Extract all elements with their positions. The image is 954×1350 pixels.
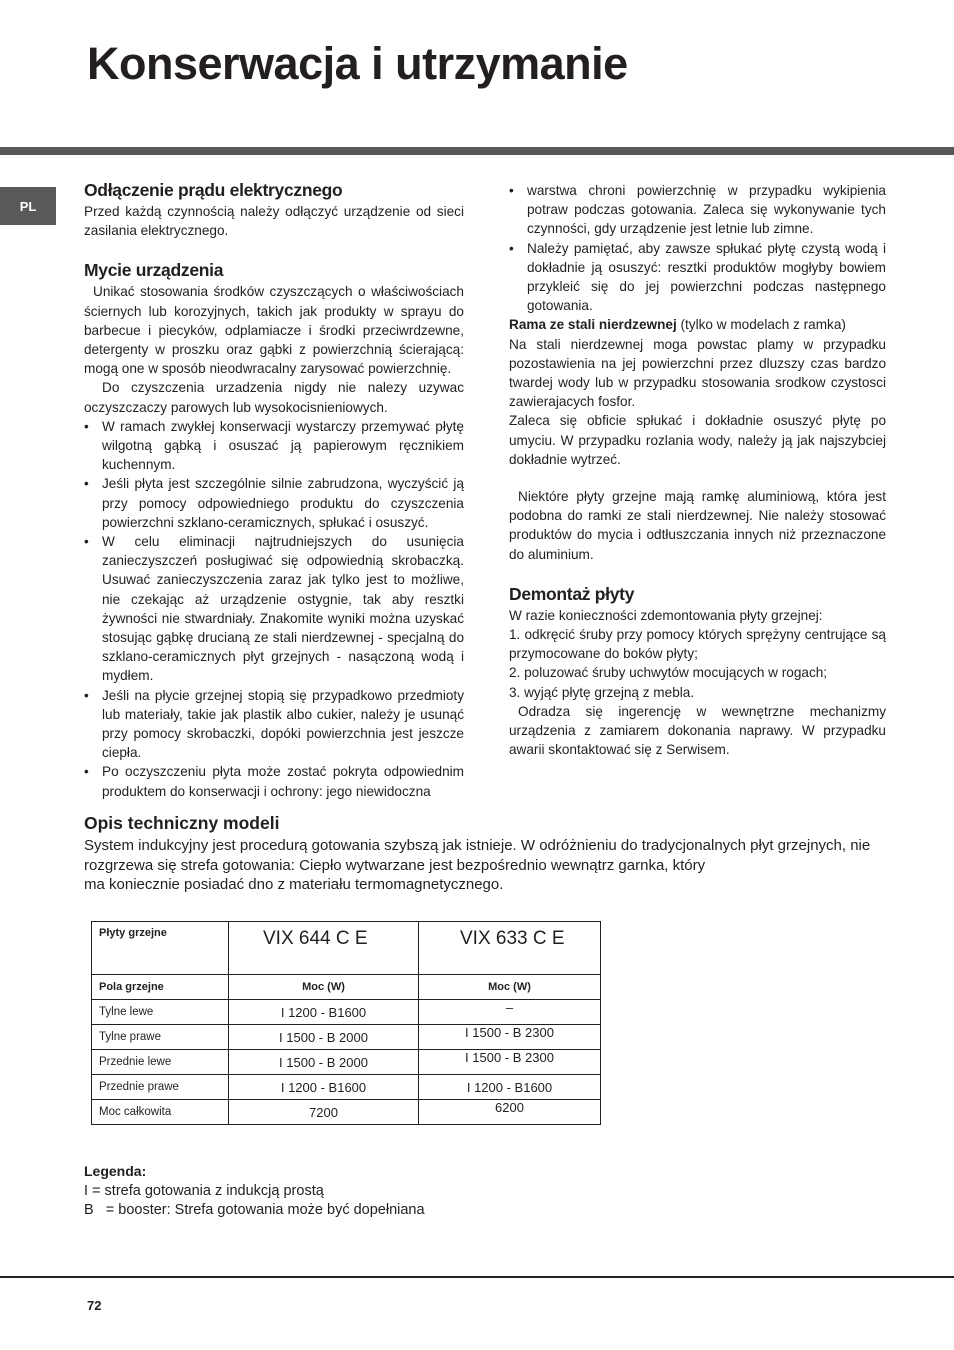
list-item: • Należy pamiętać, aby zawsze spłukać płytę czystą wodą i dokładnie ją osuszyć: resztki produktów mogłyby bowiem przykleić się do jej powierzchni podczas następnego gotowania. bbox=[509, 239, 886, 316]
tech-line-3: ma koniecznie posiadać dno z materiału termomagnetycznego. bbox=[84, 876, 504, 893]
unit-2: Moc (W) bbox=[419, 975, 601, 1000]
tech-line-1: System indukcyjny jest procedurą gotowania szybszą jak istnieje. W odróżnieniu do tradycjonalnych płyt grzejnych, nie bbox=[84, 837, 871, 854]
row-label: Przednie prawe bbox=[92, 1075, 229, 1100]
row-value-2: – bbox=[419, 1000, 601, 1025]
left-column bbox=[84, 178, 464, 801]
removal-warning: Odradza się ingerencję w wewnętrzne mechanizmy urządzenia z zamiarem dokonania naprawy. W przypadku awarii skontaktować się z Serwisem. bbox=[509, 703, 886, 758]
section-heading-tech: Opis techniczny modeli bbox=[84, 813, 280, 833]
power-text: Przed każdą czynnością należy odłączyć urządzenie od sieci zasilania elektrycznego. bbox=[84, 204, 464, 239]
continued-text: warstwa chroni powierzchnię w przypadku wykipienia potraw podczas gotowania. Zaleca się wykonywanie tych czynności, gdy urządzenie jest letnie lub zimne. bbox=[527, 183, 886, 237]
row-value-1: I 1200 - B1600 bbox=[229, 1000, 419, 1025]
table-row bbox=[92, 1000, 601, 1025]
row-value-1: 7200 bbox=[229, 1100, 419, 1125]
cleaning-list bbox=[84, 417, 464, 801]
model-1-name: VIX 644 C E bbox=[263, 928, 368, 949]
section-heading-removal: Demontaż płyty bbox=[509, 583, 635, 604]
row-label: Moc całkowita bbox=[92, 1100, 229, 1125]
table-corner-label: Płyty grzejne bbox=[92, 922, 229, 975]
row-value-1: I 1500 - B 2000 bbox=[229, 1050, 419, 1075]
page-title: Konserwacja i utrzymanie bbox=[87, 38, 628, 89]
right-column bbox=[509, 181, 886, 759]
legend-line-2: B = booster: Strefa gotowania może być dopełniana bbox=[84, 1202, 425, 1218]
zones-label: Pola grzejne bbox=[92, 975, 229, 1000]
section-heading-cleaning: Mycie urządzenia bbox=[84, 260, 224, 281]
table-row bbox=[92, 1100, 601, 1125]
unit-1: Moc (W) bbox=[229, 975, 419, 1000]
section-heading-power: Odłączenie prądu elektrycznego bbox=[84, 180, 343, 200]
list-item: • Jeśli płyta jest szczególnie silnie zabrudzona, wyczyścić ją przy pomocy odpowiedniego produktu do czyszczenia powierzchni szklano-ceramicznych, spłukać i osuszyć. bbox=[84, 474, 464, 532]
frame-heading-note: (tylko w modelach z ramka) bbox=[676, 317, 846, 333]
frame-heading bbox=[509, 315, 886, 334]
cleaning-paragraph-1: Unikać stosowania środków czyszczących o właściwościach ściernych lub korozyjnych, takich jak produkty w sprayu do barbecue i piecyków, odplamiacze i środki przeciwrdzewne, detergenty w proszku oraz gąbki z powierzchnią ścierającą: mogą one w sposób nieodwracalny zarysować powierzchnię. bbox=[84, 284, 464, 377]
frame-paragraph-2: Zaleca się obficie spłukać i dokładnie osuszyć płytę po umyciu. W przypadku rozlania wody, należy ją jak najszybciej dokładnie wytrzeć. bbox=[509, 413, 886, 467]
list-item: • Jeśli na płycie grzejnej stopią się przypadkowo przedmioty lub materiały, takie jak plastik albo cukier, należy je usunąć przy pomocy skrobaczki, dopóki powierzchnia jest jeszcze ciepła. bbox=[84, 686, 464, 763]
removal-step-1: 1. odkręcić śruby przy pomocy których sprężyny centrujące są przymocowane do boków płyty; bbox=[509, 627, 886, 662]
row-label: Przednie lewe bbox=[92, 1050, 229, 1075]
removal-intro: W razie konieczności zdemontowania płyty grzejnej: bbox=[509, 607, 823, 623]
spec-table bbox=[91, 921, 601, 1125]
table-subheader-row bbox=[92, 975, 601, 1000]
row-value-2: I 1500 - B 2300 bbox=[419, 1050, 601, 1075]
row-value-2: 6200 bbox=[419, 1100, 601, 1125]
legend-heading: Legenda: bbox=[84, 1163, 147, 1179]
page-number: 72 bbox=[87, 1298, 102, 1313]
model-2-name: VIX 633 C E bbox=[460, 928, 565, 949]
removal-step-3: 3. wyjąć płytę grzejną z mebla. bbox=[509, 684, 695, 700]
legend bbox=[84, 1162, 425, 1221]
row-value-1: I 1500 - B 2000 bbox=[229, 1025, 419, 1050]
row-value-1: I 1200 - B1600 bbox=[229, 1075, 419, 1100]
list-item: • W celu eliminacji najtrudniejszych do usunięcia zanieczyszczeń posługiwać się odpowiednią skrobaczką. Usuwać zanieczyszczenia zaraz jak tylko jest to możliwe, nie czekając aż urządzenie ostygnie, tak aby resztki żywności nie stwardniały. Znakomite wyniki można uzyskać stosując gąbkę drucianą ze stali nierdzewnej - specjalną do szklano-ceramicznych płyt grzejnych - nasączoną wodą i mydłem. bbox=[84, 532, 464, 686]
row-value-2: I 1500 - B 2300 bbox=[419, 1025, 601, 1050]
list-item: • W ramach zwykłej konserwacji wystarczy przemywać płytę wilgotną gąbką i osuszać ją papierowym ręcznikiem kuchennym. bbox=[84, 417, 464, 475]
row-value-2: I 1200 - B1600 bbox=[419, 1075, 601, 1100]
frame-paragraph-3: Niektóre płyty grzejne mają ramkę aluminiową, która jest podobna do ramki ze stali nierdzewnej. Nie należy stosować produktów do mycia i odtłuszczania innych niż przeznaczone do aluminium. bbox=[509, 489, 886, 562]
table-row bbox=[92, 1050, 601, 1075]
tech-description bbox=[84, 811, 904, 895]
legend-line-1: I = strefa gotowania z indukcją prostą bbox=[84, 1182, 324, 1199]
row-label: Tylne prawe bbox=[92, 1025, 229, 1050]
list-item-continued bbox=[509, 181, 886, 239]
footer-divider bbox=[0, 1276, 954, 1278]
frame-paragraph-1: Na stali nierdzewnej moga powstac plamy w przypadku pozostawienia na jej powierzchni przez dluzszy czas bardzo twardej wody lub w przypadku stosowania srodkow czystosci zawierajacych fosfor. bbox=[509, 336, 886, 410]
row-label: Tylne lewe bbox=[92, 1000, 229, 1025]
header-divider bbox=[0, 147, 954, 155]
table-row bbox=[92, 1075, 601, 1100]
list-item: • Po oczyszczeniu płyta może zostać pokryta odpowiednim produktem do konserwacji i ochrony: jego niewidoczna bbox=[84, 762, 464, 800]
table-row bbox=[92, 1025, 601, 1050]
removal-step-2: 2. poluzować śruby uchwytów mocujących w rogach; bbox=[509, 665, 828, 681]
tech-line-2: rozgrzewa się strefa gotowania: Ciepło wytwarzane jest bezpośrednio wewnątrz garnka, który bbox=[84, 856, 706, 874]
frame-heading-bold: Rama ze stali nierdzewnej bbox=[509, 317, 677, 333]
language-tab: PL bbox=[0, 187, 56, 225]
cleaning-paragraph-2: Do czyszczenia urzadzenia nigdy nie nalezy uzywac oczyszczaczy parowych lub wysokocisnieniowych. bbox=[84, 380, 464, 415]
table-header-row bbox=[92, 922, 601, 975]
